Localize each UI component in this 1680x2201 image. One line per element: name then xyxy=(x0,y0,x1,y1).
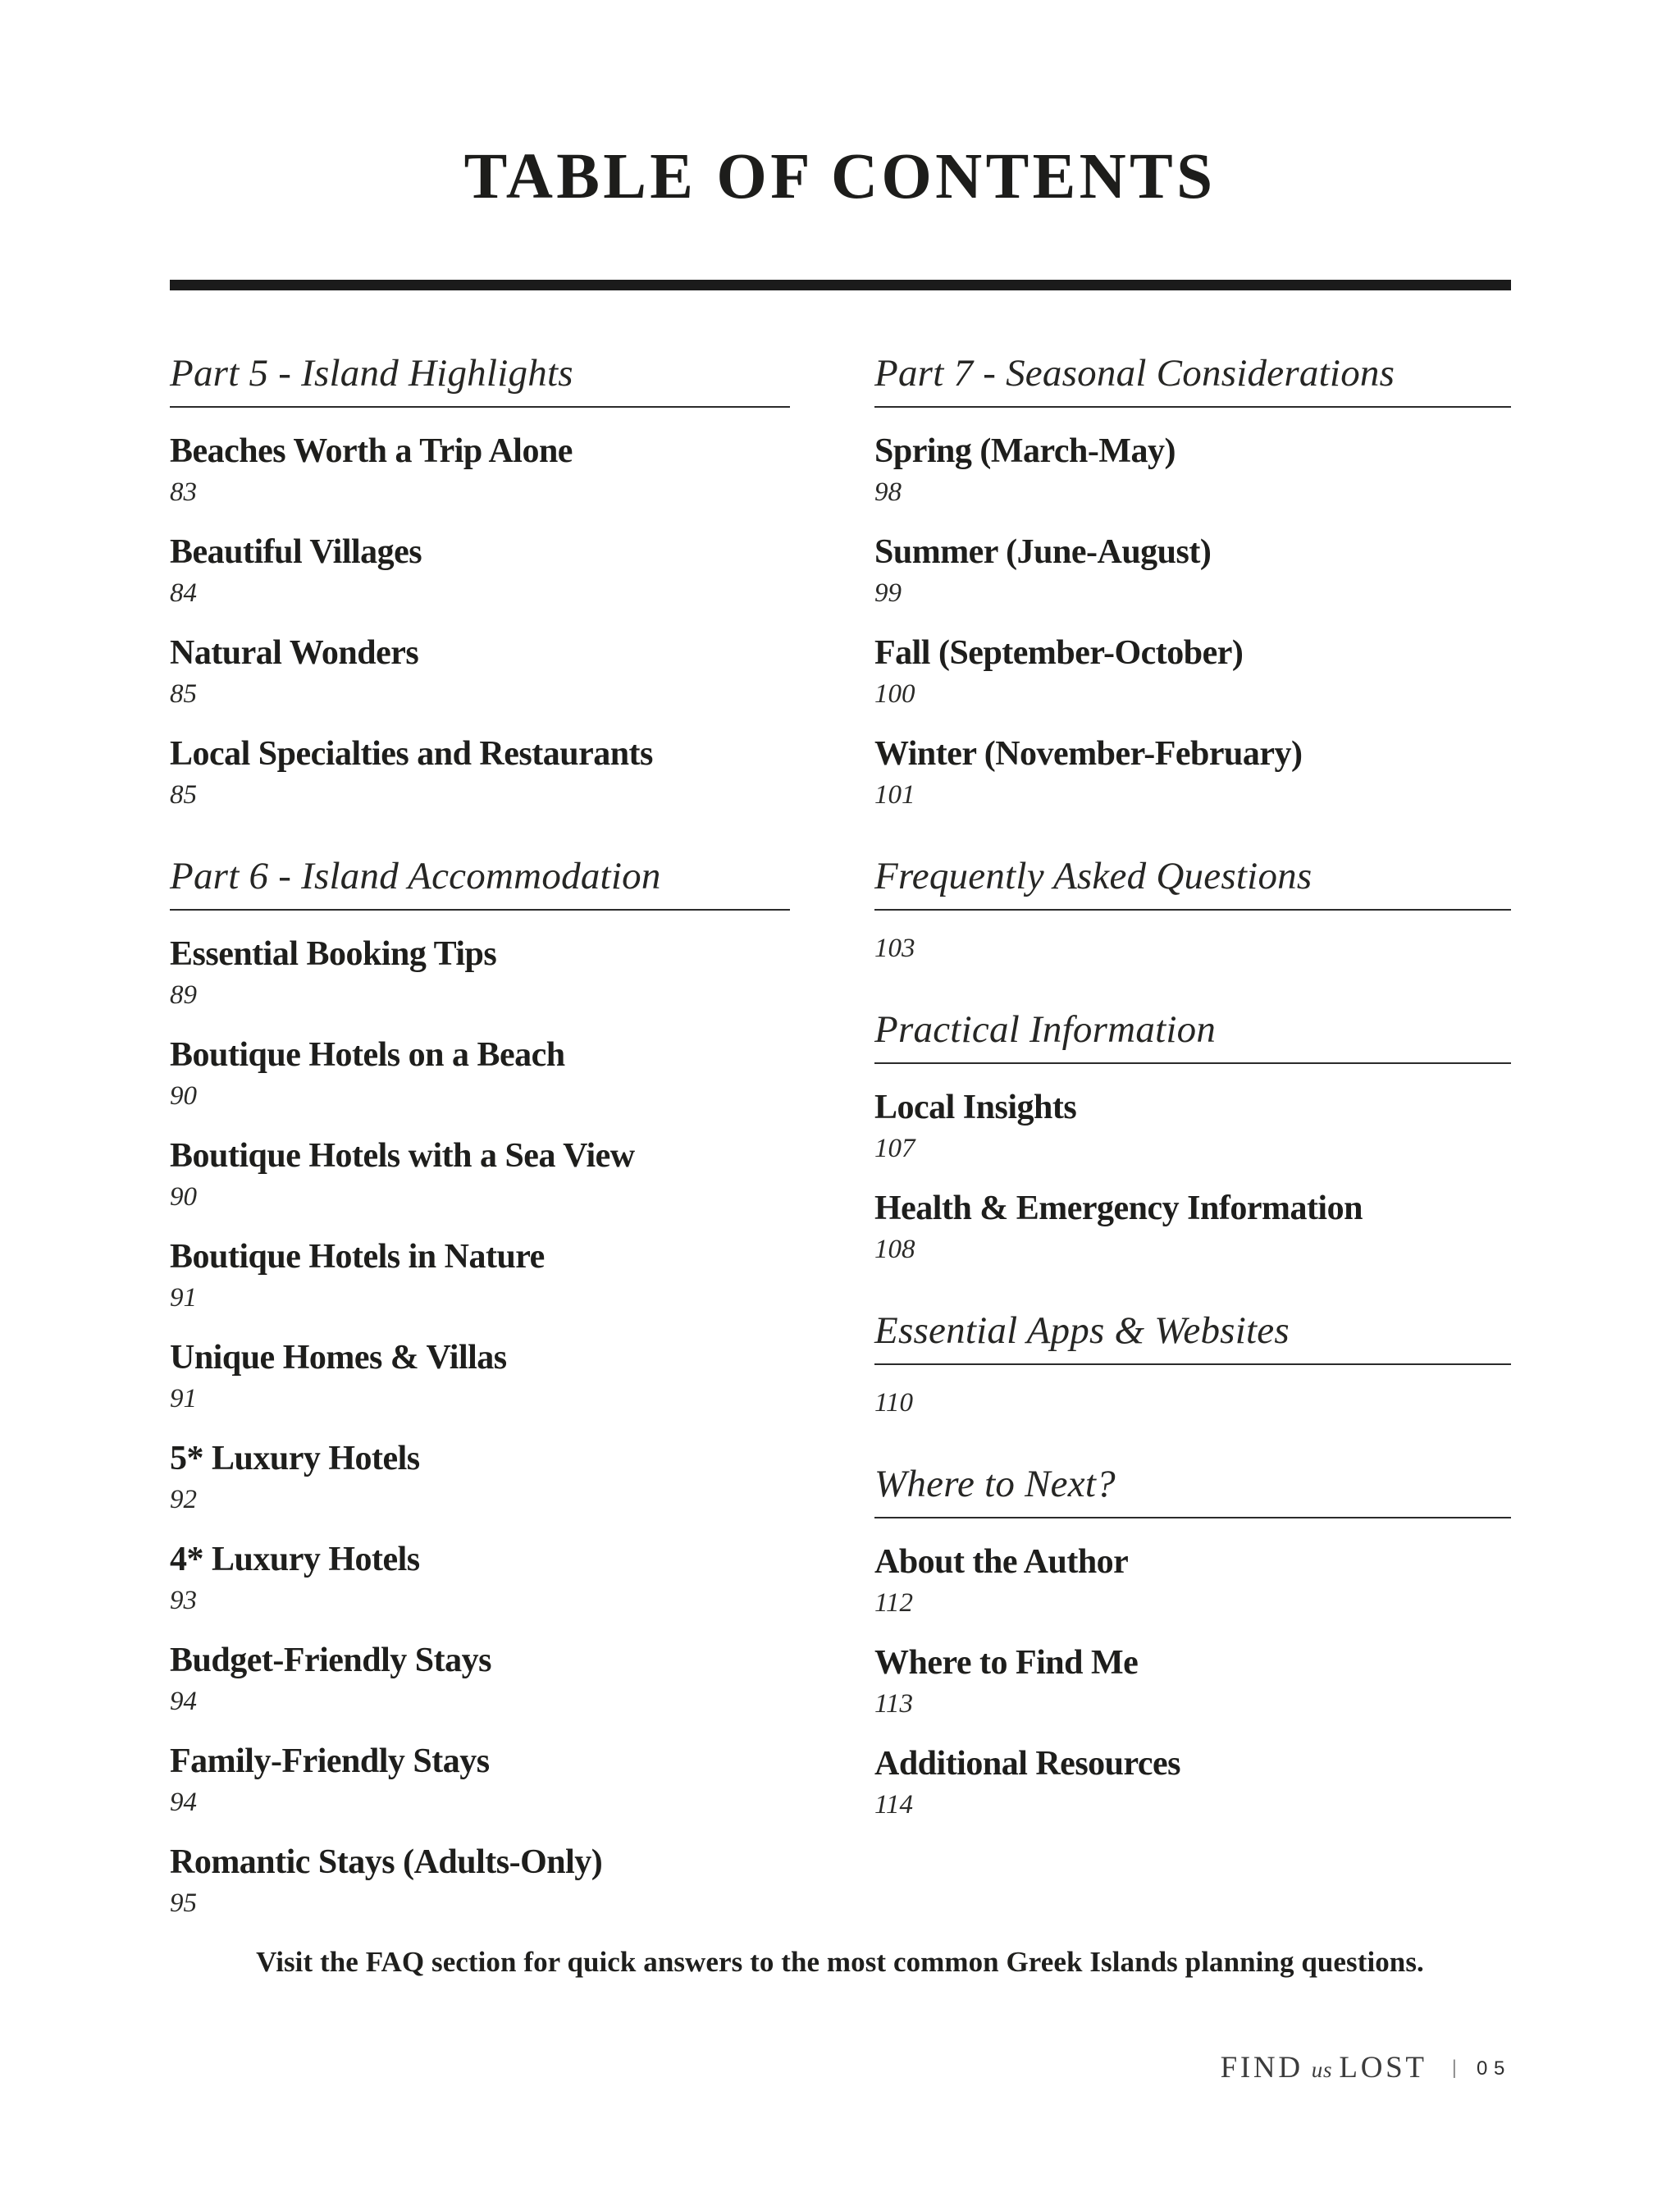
toc-entry[interactable] xyxy=(170,1213,790,1314)
brand-find: FIND xyxy=(1220,2051,1303,2085)
toc-entry-label: Winter (November-February) xyxy=(874,734,1303,773)
toc-entry[interactable] xyxy=(874,1165,1511,1266)
toc-entry[interactable] xyxy=(170,1718,790,1819)
brand-lost: LOST xyxy=(1339,2051,1427,2085)
footer-page-number: 05 xyxy=(1476,2057,1511,2080)
toc-entry-page: 110 xyxy=(874,1387,914,1418)
toc-entry-label: Beautiful Villages xyxy=(170,533,422,572)
toc-entry-label: Additional Resources xyxy=(874,1744,1181,1783)
toc-entry-label: Unique Homes & Villas xyxy=(170,1338,507,1377)
toc-entry[interactable] xyxy=(874,1365,1511,1419)
toc-section-part-6 xyxy=(170,854,790,1920)
toc-entry[interactable] xyxy=(170,1617,790,1718)
toc-entry-label: Spring (March-May) xyxy=(874,432,1176,471)
section-heading: Part 5 - Island Highlights xyxy=(170,352,573,395)
toc-entry-page: 113 xyxy=(874,1688,914,1719)
toc-entry-page: 99 xyxy=(874,578,902,609)
toc-section-practical-information xyxy=(874,1007,1511,1266)
brand-footer xyxy=(1221,2053,1511,2083)
toc-entry-label: Natural Wonders xyxy=(170,633,419,672)
toc-entry-label: Fall (September-October) xyxy=(874,633,1244,672)
toc-entry-page: 94 xyxy=(170,1787,197,1817)
toc-entry-page: 91 xyxy=(170,1383,197,1413)
toc-entry-label: Health & Emergency Information xyxy=(874,1189,1363,1227)
toc-entry-label: Boutique Hotels with a Sea View xyxy=(170,1136,635,1175)
toc-column-left xyxy=(170,351,790,1920)
section-heading: Where to Next? xyxy=(874,1462,1116,1505)
toc-entry-page: 92 xyxy=(170,1484,197,1514)
toc-section-part-5 xyxy=(170,351,790,811)
toc-entry-label: 5* Luxury Hotels xyxy=(170,1439,420,1477)
toc-entry[interactable] xyxy=(874,610,1511,710)
toc-entry-page: 84 xyxy=(170,578,197,609)
section-heading: Frequently Asked Questions xyxy=(874,854,1312,897)
toc-entry-page: 90 xyxy=(170,1181,197,1212)
toc-entry-label: Essential Booking Tips xyxy=(170,934,497,973)
toc-entry-page: 98 xyxy=(874,477,902,508)
section-heading: Practical Information xyxy=(874,1007,1217,1051)
toc-entry-page: 101 xyxy=(874,779,915,810)
toc-entry-page: 108 xyxy=(874,1234,915,1264)
toc-entry[interactable] xyxy=(170,710,790,811)
toc-entry-label: Budget-Friendly Stays xyxy=(170,1641,491,1679)
toc-entry-label: Boutique Hotels in Nature xyxy=(170,1237,545,1276)
toc-entry-page: 83 xyxy=(170,477,197,508)
section-heading: Essential Apps & Websites xyxy=(874,1308,1290,1352)
toc-entry[interactable] xyxy=(874,1720,1511,1821)
toc-entry-label: Beaches Worth a Trip Alone xyxy=(170,432,573,471)
toc-entry-page: 85 xyxy=(170,779,197,810)
toc-entry[interactable] xyxy=(170,509,790,610)
toc-entry-page: 103 xyxy=(874,933,915,963)
toc-section-where-to-next xyxy=(874,1462,1511,1821)
toc-entry[interactable] xyxy=(170,1819,790,1920)
toc-entry[interactable] xyxy=(170,1112,790,1213)
toc-entry[interactable] xyxy=(874,710,1511,811)
toc-entry-label: Summer (June-August) xyxy=(874,533,1212,572)
toc-entry-label: Local Insights xyxy=(874,1088,1077,1126)
toc-entry-page: 89 xyxy=(170,980,197,1010)
toc-entry-label: Where to Find Me xyxy=(874,1643,1139,1682)
toc-entry[interactable] xyxy=(874,509,1511,610)
toc-column-right xyxy=(874,351,1511,1821)
faq-hint-note: Visit the FAQ section for quick answers to the most common Greek Islands planning questions. xyxy=(256,1946,1424,1978)
toc-entry-label: Family-Friendly Stays xyxy=(170,1742,490,1780)
toc-entry[interactable] xyxy=(170,911,790,1011)
toc-entry-page: 112 xyxy=(874,1587,914,1618)
toc-entry[interactable] xyxy=(170,1516,790,1617)
toc-entry[interactable] xyxy=(874,1619,1511,1720)
toc-entry[interactable] xyxy=(170,1011,790,1112)
toc-entry[interactable] xyxy=(170,1314,790,1415)
toc-entry-page: 85 xyxy=(170,679,197,710)
brand-us: us xyxy=(1311,2057,1333,2082)
toc-entry-page: 100 xyxy=(874,679,915,710)
footer-separator: | xyxy=(1451,2056,1457,2079)
toc-entry-label: Romantic Stays (Adults-Only) xyxy=(170,1843,603,1881)
toc-entry-label: About the Author xyxy=(874,1542,1129,1581)
page-title: TABLE OF CONTENTS xyxy=(463,141,1217,212)
toc-entry-label: Boutique Hotels on a Beach xyxy=(170,1035,565,1074)
toc-entry[interactable] xyxy=(170,1415,790,1516)
title-divider-rule xyxy=(170,280,1511,290)
toc-entry[interactable] xyxy=(874,408,1511,509)
toc-entry-label: Local Specialties and Restaurants xyxy=(170,734,653,773)
toc-entry-page: 94 xyxy=(170,1686,197,1716)
toc-entry[interactable] xyxy=(170,408,790,509)
toc-entry-label: 4* Luxury Hotels xyxy=(170,1540,420,1578)
toc-section-part-7 xyxy=(874,351,1511,811)
toc-entry-page: 91 xyxy=(170,1282,197,1313)
section-heading: Part 6 - Island Accommodation xyxy=(170,854,661,897)
toc-entry[interactable] xyxy=(170,610,790,710)
toc-entry-page: 95 xyxy=(170,1888,197,1918)
toc-entry-page: 114 xyxy=(874,1789,914,1820)
toc-entry-page: 93 xyxy=(170,1585,197,1615)
toc-section-faq xyxy=(874,854,1511,965)
toc-entry[interactable] xyxy=(874,1518,1511,1619)
section-heading: Part 7 - Seasonal Considerations xyxy=(874,352,1395,395)
toc-entry[interactable] xyxy=(874,911,1511,965)
toc-entry[interactable] xyxy=(874,1064,1511,1165)
toc-section-essential-apps xyxy=(874,1308,1511,1419)
toc-entry-page: 90 xyxy=(170,1080,197,1111)
toc-entry-page: 107 xyxy=(874,1133,915,1163)
toc-columns xyxy=(170,351,1516,1920)
